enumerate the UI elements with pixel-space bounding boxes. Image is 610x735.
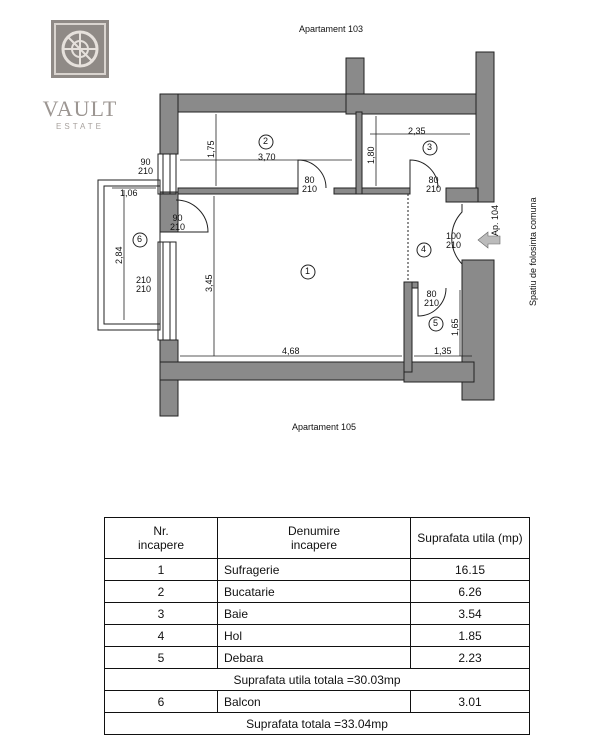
dim-284: 2,84	[114, 246, 124, 264]
wall-kitchen	[178, 188, 298, 194]
header-denumire: Denumire incapere	[218, 518, 411, 559]
door-label-90-upper: 90 210	[138, 157, 154, 176]
label-apartament-103: Apartament 103	[299, 24, 364, 34]
area-table	[104, 517, 530, 735]
row-name: Baie	[218, 603, 411, 625]
dim-165: 1,65	[450, 318, 460, 336]
balcony-inner	[104, 186, 160, 324]
door-label-100: 100 210	[446, 231, 462, 250]
wall-right-upper	[476, 52, 494, 202]
label-spatiu-comun: Spatiu de folosinta comuna	[528, 197, 538, 306]
wall-debara-top	[412, 282, 418, 288]
label-ap-104: Ap. 104	[490, 204, 500, 236]
door-label-80-kitchen: 80 210	[302, 175, 318, 194]
wall-debara-left	[404, 282, 412, 372]
room-5-number: 5	[433, 318, 439, 328]
table-row	[105, 647, 530, 669]
total-utila: Suprafata utila totala =30.03mp	[105, 669, 530, 691]
table-row	[105, 691, 530, 713]
row-nr: 5	[105, 647, 218, 669]
logo-subtitle: ESTATE	[56, 122, 104, 131]
total-utila-row	[105, 669, 530, 691]
row-name: Sufragerie	[218, 559, 411, 581]
wall-bottom	[160, 362, 410, 380]
dim-106: 1,06	[120, 188, 138, 198]
table-header	[105, 518, 530, 559]
dim-235: 2,35	[408, 126, 426, 136]
row-name: Bucatarie	[218, 581, 411, 603]
wall-bath-bottom-2	[446, 188, 478, 202]
wall-bottom-right	[404, 362, 474, 382]
table-row	[105, 603, 530, 625]
row-area: 2.23	[411, 647, 530, 669]
row-area: 3.54	[411, 603, 530, 625]
row-area: 1.85	[411, 625, 530, 647]
logo-name: VAULT	[42, 96, 118, 121]
room-3-number: 3	[427, 142, 433, 152]
door-label-210: 210 210	[136, 275, 152, 294]
window-upper	[158, 154, 176, 194]
row-area: 3.01	[411, 691, 530, 713]
label-apartament-105: Apartament 105	[292, 422, 357, 432]
wall-top-right	[346, 94, 476, 114]
wall-left-upper	[160, 94, 178, 154]
row-area: 16.15	[411, 559, 530, 581]
door-label-80-debara: 80 210	[424, 289, 440, 308]
table-row	[105, 581, 530, 603]
room-6-number: 6	[137, 234, 143, 244]
wall-top	[160, 94, 350, 112]
header-suprafata: Suprafata utila (mp)	[411, 518, 530, 559]
dim-175: 1,75	[206, 140, 216, 158]
row-nr: 4	[105, 625, 218, 647]
wall-bath-left	[356, 112, 362, 194]
door-label-80-bath: 80 210	[426, 175, 442, 194]
total-row	[105, 713, 530, 735]
dim-180: 1,80	[366, 146, 376, 164]
row-nr: 2	[105, 581, 218, 603]
table-row	[105, 559, 530, 581]
row-name: Debara	[218, 647, 411, 669]
row-area: 6.26	[411, 581, 530, 603]
window-lower	[158, 242, 176, 340]
row-name: Hol	[218, 625, 411, 647]
row-nr: 6	[105, 691, 218, 713]
room-2-number: 2	[263, 136, 269, 146]
header-nr: Nr. incapere	[105, 518, 218, 559]
balcony-outline	[98, 180, 160, 330]
table-row	[105, 625, 530, 647]
room-1-number: 1	[305, 266, 311, 276]
dim-370: 3,70	[258, 152, 276, 162]
row-name: Balcon	[218, 691, 411, 713]
wall-bath-bottom	[362, 188, 410, 194]
dim-468: 4,68	[282, 346, 300, 356]
room-4-number: 4	[421, 244, 427, 254]
row-nr: 3	[105, 603, 218, 625]
row-nr: 1	[105, 559, 218, 581]
dim-135: 1,35	[434, 346, 452, 356]
door-label-90-lower: 90 210	[170, 213, 186, 232]
total-suprafata: Suprafata totala =33.04mp	[105, 713, 530, 735]
dim-345: 3,45	[204, 274, 214, 292]
